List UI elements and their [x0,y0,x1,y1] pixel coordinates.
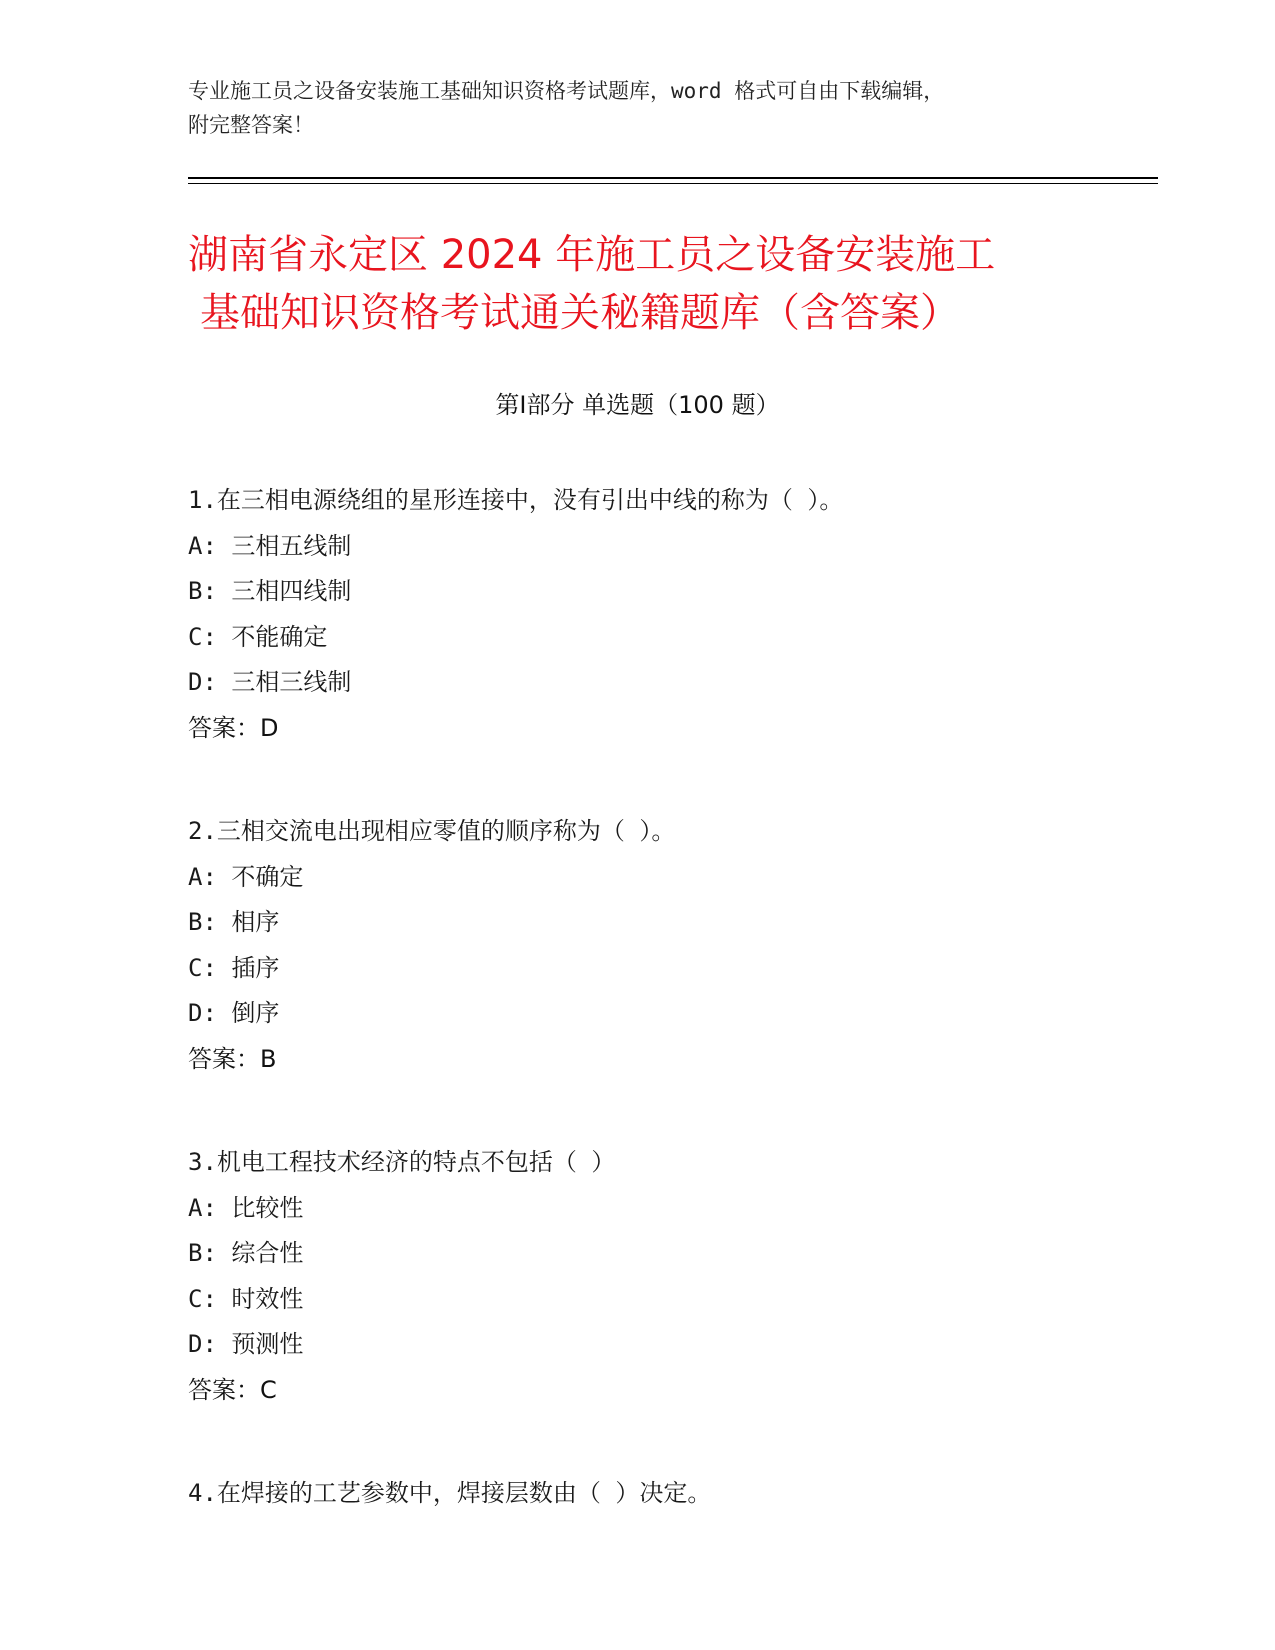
answer: 答案：C [188,1375,277,1404]
option-d: D: 三相三线制 [188,668,352,696]
question-stem: 4.在焊接的工艺参数中，焊接层数由（ ）决定。 [188,1479,712,1507]
document-title-line-2: 基础知识资格考试通关秘籍题库（含答案） [200,290,960,336]
option-c: C: 插序 [188,953,280,982]
header-note-line-1: 专业施工员之设备安装施工基础知识资格考试题库，word 格式可自由下载编辑， [188,79,945,103]
question-stem: 2.三相交流电出现相应零值的顺序称为（ ）。 [188,817,676,845]
header-divider-thick [188,177,1158,179]
document-title [188,226,1088,342]
header-note-line-2: 附完整答案！ [188,113,314,137]
question-list [188,478,1148,1575]
option-b: B: 三相四线制 [188,577,352,605]
document-title-line-1: 湖南省永定区 2024 年施工员之设备安装施工 [188,232,996,278]
header-note [188,74,1088,142]
question-1 [188,478,1148,751]
answer: 答案：B [188,1044,277,1073]
question-4 [188,1471,1148,1517]
option-c: C: 不能确定 [188,622,328,651]
answer: 答案：D [188,713,279,742]
question-3 [188,1140,1148,1413]
question-stem: 1.在三相电源绕组的星形连接中，没有引出中线的称为（ ）。 [188,486,844,514]
option-d: D: 倒序 [188,999,280,1027]
question-2 [188,809,1148,1082]
option-b: B: 综合性 [188,1239,304,1267]
option-a: A: 三相五线制 [188,531,352,560]
option-c: C: 时效性 [188,1284,304,1313]
option-b: B: 相序 [188,908,280,936]
section-title: 第Ⅰ部分 单选题（100 题） [495,391,780,419]
header-divider-thin [188,183,1158,184]
option-d: D: 预测性 [188,1330,304,1358]
option-a: A: 比较性 [188,1193,304,1222]
question-stem: 3.机电工程技术经济的特点不包括（ ） [188,1148,616,1176]
option-a: A: 不确定 [188,862,304,891]
